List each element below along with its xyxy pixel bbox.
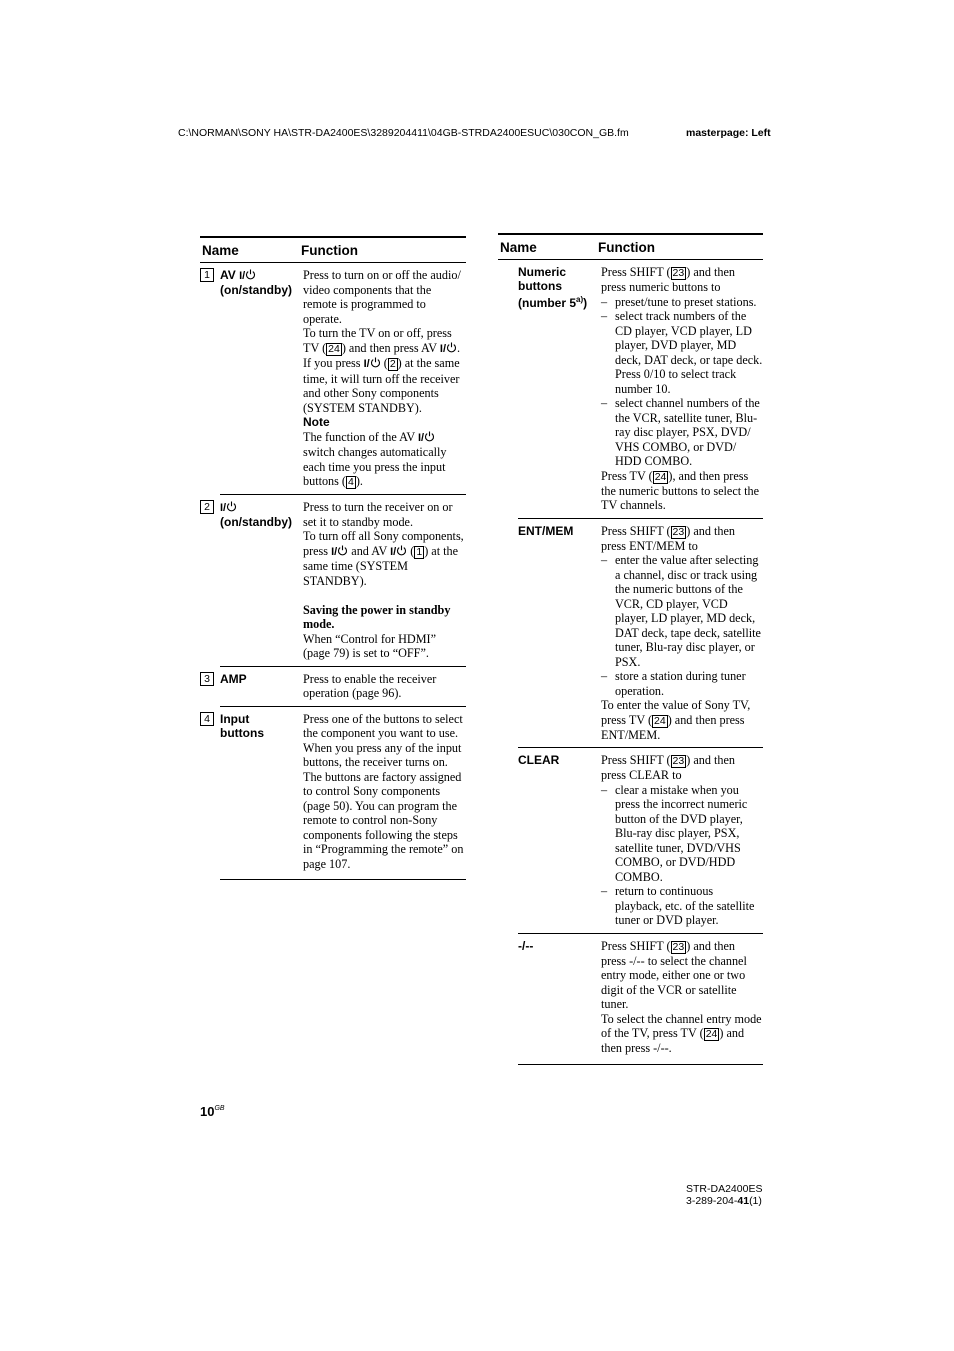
row-name-numeric-buttons bbox=[518, 265, 601, 513]
row-name-text: CLEAR bbox=[518, 753, 560, 767]
list-item: – return to continuous playback, etc. of the satellite tuner or DVD player. bbox=[601, 884, 755, 927]
table-row bbox=[204, 495, 466, 667]
row-name-text: AMP bbox=[220, 671, 247, 686]
power-on-standby-icon: I/ bbox=[418, 432, 435, 444]
power-on-standby-icon: I/ bbox=[390, 546, 407, 558]
row-function bbox=[303, 268, 466, 489]
list-item: – clear a mistake when you press the incorrect numeric button of the DVD player, Blu-ray disc player, PSX, satellite tuner, DVD/VHS COMBO, or DVD/HDD COMBO. bbox=[601, 782, 748, 884]
table-row bbox=[518, 519, 763, 749]
function-text: To turn off all Sony components, press I/ and AV I/ ( 1 ) at the same time (SYSTEM STANDBY). bbox=[303, 529, 464, 588]
list-item: – store a station during tuner operation. bbox=[601, 669, 746, 698]
row-name-text: buttons bbox=[518, 279, 562, 293]
function-text: Press to turn the receiver on or set it to standby mode. bbox=[303, 500, 453, 529]
function-text: The function of the AV I/ switch changes automatically each time you press the input buttons ( 4 ). bbox=[303, 429, 447, 488]
row-name-clear bbox=[518, 753, 601, 928]
page-number: $10^{GB}$ bbox=[200, 1104, 225, 1119]
callout-number: 1 bbox=[200, 268, 214, 282]
column-header-function: Function bbox=[301, 242, 358, 258]
table-row bbox=[204, 707, 466, 881]
table-row bbox=[518, 934, 763, 1065]
row-name-text: (number 5$^{a)}$) bbox=[518, 295, 588, 310]
reference-number: 23 bbox=[672, 267, 685, 279]
right-function-table bbox=[498, 233, 763, 1065]
list-item: – select track numbers of the CD player, VCD player, LD player, DVD player, MD deck, DAT deck, or tape deck. Press 0/10 to select track number 10. bbox=[601, 309, 763, 396]
row-function bbox=[303, 500, 466, 661]
table-row bbox=[518, 748, 763, 934]
row-name-ent-mem bbox=[518, 524, 601, 743]
column-header-name: Name bbox=[202, 242, 239, 258]
row-name-text: (on/standby) bbox=[220, 515, 292, 529]
list-item: – preset/tune to preset stations. bbox=[601, 294, 757, 309]
function-subheading: Saving the power in standby mode. bbox=[303, 602, 451, 631]
row-name-text: Numeric bbox=[518, 265, 567, 279]
table-row bbox=[204, 263, 466, 495]
row-function bbox=[601, 265, 763, 513]
footer-model: STR-DA2400ES bbox=[686, 1183, 763, 1195]
function-text: Press to enable the receiver operation (page 96). bbox=[303, 671, 437, 700]
column-header-name: Name bbox=[500, 239, 537, 255]
reference-number: 4 bbox=[348, 476, 354, 488]
function-text: When “Control for HDMI” (page 79) is set to “OFF”. bbox=[303, 631, 437, 660]
row-function bbox=[601, 524, 763, 743]
power-on-standby-icon: I/ bbox=[220, 502, 237, 514]
row-function bbox=[601, 753, 763, 928]
reference-number: 23 bbox=[672, 940, 685, 953]
function-text: Press SHIFT ( 23 ) and then press numeric buttons to bbox=[601, 265, 735, 294]
function-text: Press to turn on or off the audio/ video components that the remote is programmed to operate. bbox=[303, 268, 461, 326]
left-function-table bbox=[200, 236, 466, 880]
row-function bbox=[303, 672, 466, 701]
row-name-text: Input bbox=[220, 711, 250, 726]
reference-number: 23 bbox=[672, 755, 685, 767]
row-name-text: ENT/MEM bbox=[518, 523, 574, 538]
power-on-standby-icon: I/ bbox=[239, 270, 256, 282]
reference-number: 24 bbox=[705, 1028, 718, 1040]
function-text: Press SHIFT ( 23 ) and then press -/-- to select the channel entry mode, either one or two digit of the VCR or satellite tuner. bbox=[601, 938, 747, 1011]
reference-number: 24 bbox=[328, 342, 340, 355]
row-name-amp bbox=[204, 671, 303, 701]
row-name-power bbox=[204, 500, 303, 661]
power-on-standby-icon: I/ bbox=[331, 546, 348, 558]
row-name-av-power bbox=[204, 268, 303, 489]
row-name-text: -/-- bbox=[518, 938, 534, 953]
list-item: – select channel numbers of the the VCR, satellite tuner, Blu-ray disc player, PSX, DVD/ VHS COMBO, or DVD/ HDD COMBO. bbox=[601, 396, 760, 468]
function-text: Press TV ( 24 ), and then press the numeric buttons to select the TV channels. bbox=[601, 468, 760, 512]
callout-number: 2 bbox=[200, 500, 214, 514]
function-text: To select the channel entry mode of the TV, press TV ( 24 ) and then press -/--. bbox=[601, 1011, 762, 1055]
callout-number: 4 bbox=[200, 712, 214, 726]
row-function bbox=[601, 939, 763, 1056]
reference-number: 24 bbox=[654, 470, 667, 483]
table-row bbox=[204, 667, 466, 707]
reference-number: 1 bbox=[416, 545, 423, 558]
table-row bbox=[518, 260, 763, 519]
list-item: – enter the value after selecting a channel, disc or track using the numeric buttons of the VCR, CD player, VCD player, LD player, MD deck, DAT deck, tape deck, satellite tuner, Blu-ray disc player, or PSX. bbox=[601, 553, 761, 669]
header-file-path: C:\NORMAN\SONY HA\STR-DA2400ES\3289204411\04GB-STRDA2400ESUC\030CON_GB.fm bbox=[178, 127, 629, 139]
table-header bbox=[498, 233, 763, 260]
reference-number: 23 bbox=[672, 525, 685, 538]
row-name-dash-button bbox=[518, 939, 601, 1056]
callout-number: 3 bbox=[200, 672, 214, 686]
power-on-standby-icon: I/ bbox=[364, 358, 381, 370]
function-text: Press SHIFT ( 23 ) and then press ENT/MEM to bbox=[601, 523, 735, 553]
header-masterpage: masterpage: Left bbox=[686, 127, 771, 139]
row-function bbox=[303, 712, 466, 872]
reference-number: 24 bbox=[654, 714, 666, 727]
column-header-function: Function bbox=[598, 239, 655, 255]
reference-number: 2 bbox=[389, 358, 396, 370]
table-header bbox=[200, 236, 466, 263]
function-text: Press SHIFT ( 23 ) and then press CLEAR to bbox=[601, 753, 735, 782]
function-text: Press one of the buttons to select the component you want to use. When you press any of the input buttons, the receiver turns on. The buttons are factory assigned to control Sony components (page 50). You can program the remote to control non-Sony components following the steps in “Programming the remote” on page 107. bbox=[303, 711, 464, 871]
note-heading: Note bbox=[303, 415, 330, 429]
function-text: If you press I/ ( 2 ) at the same time, it will turn off the receiver and other Sony components (SYSTEM STANDBY). bbox=[303, 356, 460, 415]
function-text: To turn the TV on or off, press TV ( 24 ) and then press AV I/ . bbox=[303, 326, 461, 355]
footer-code: 3-289-204-41(1) bbox=[686, 1195, 762, 1207]
row-name-text: buttons bbox=[220, 725, 264, 740]
row-name-input-buttons bbox=[204, 711, 303, 872]
row-name-text: AV bbox=[220, 268, 240, 282]
row-name-text: (on/standby) bbox=[220, 283, 292, 297]
function-text: To enter the value of Sony TV, press TV ( 24 ) and then press ENT/MEM. bbox=[601, 698, 751, 742]
power-on-standby-icon: I/ bbox=[440, 343, 457, 355]
